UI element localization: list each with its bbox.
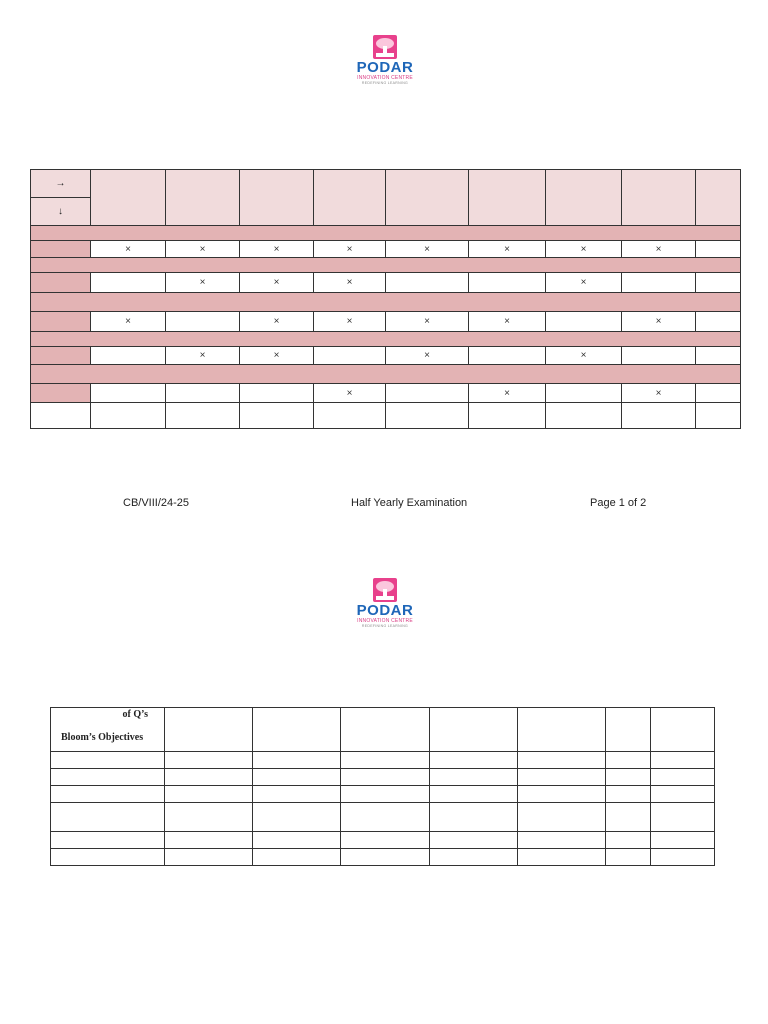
total-row [31,403,741,429]
down-arrow-icon: ↓ [31,198,91,226]
section-band [31,226,741,241]
cross-mark: × [166,241,240,258]
logo-brand: PODAR [356,602,414,619]
header-cell [469,170,546,226]
empty-cell [622,273,696,293]
cross-mark: × [546,347,622,365]
blooms-objectives-header: Bloom’s Objectives [61,732,144,743]
cross-mark: × [240,312,314,332]
header-cell [622,170,696,226]
cross-mark: × [314,384,386,403]
logo-brand: PODAR [356,59,414,76]
table-row [51,803,715,832]
cross-mark: × [622,312,696,332]
empty-cell [166,312,240,332]
cross-mark: × [546,241,622,258]
cross-mark: × [469,312,546,332]
school-logo [345,35,425,86]
empty-cell [91,273,166,293]
empty-cell [696,312,741,332]
header-cell [166,170,240,226]
section-band [31,332,741,347]
page-number: Page 1 of 2 [590,497,647,509]
tree-icon [373,35,397,59]
cross-mark: × [91,312,166,332]
cross-mark: × [166,347,240,365]
empty-cell [469,347,546,365]
table-row [31,241,741,258]
empty-cell [91,347,166,365]
cross-mark: × [240,347,314,365]
empty-cell [622,347,696,365]
cross-mark: × [314,273,386,293]
empty-cell [91,384,166,403]
exam-name: Half Yearly Examination [351,497,468,509]
table-row [31,273,741,293]
empty-cell [240,384,314,403]
cross-mark: × [240,241,314,258]
section-band [31,365,741,384]
empty-cell [696,384,741,403]
empty-cell [314,347,386,365]
empty-cell [469,273,546,293]
right-arrow-icon: → [31,170,91,198]
school-logo [345,578,425,629]
table-row [31,347,741,365]
table-row [31,384,741,403]
cross-mark: × [622,241,696,258]
cross-mark: × [469,384,546,403]
empty-cell [696,347,741,365]
empty-cell [696,241,741,258]
empty-cell [386,384,469,403]
tree-icon [373,578,397,602]
section-band [31,293,741,312]
cross-mark: × [314,312,386,332]
cross-mark: × [469,241,546,258]
logo-tagline: REDEFINING LEARNING [361,81,409,85]
table-row [51,832,715,849]
marks-table [30,169,741,429]
header-cell [91,170,166,226]
empty-cell [546,312,622,332]
header-row [51,708,715,752]
table-row [51,769,715,786]
cross-mark: × [314,241,386,258]
cross-mark: × [386,241,469,258]
empty-cell [386,273,469,293]
table-row [51,849,715,866]
cross-mark: × [91,241,166,258]
cross-mark: × [622,384,696,403]
paper-code: CB/VIII/24-25 [123,497,190,509]
header-cell [240,170,314,226]
logo-tagline: REDEFINING LEARNING [361,624,409,628]
cross-mark: × [546,273,622,293]
cross-mark: × [386,347,469,365]
table-row [51,786,715,803]
cross-mark: × [240,273,314,293]
header-cell [696,170,741,226]
empty-cell [546,384,622,403]
table-row [31,312,741,332]
questions-header: of Q’s [122,709,148,720]
table-row [51,752,715,769]
header-cell [386,170,469,226]
section-band [31,258,741,273]
empty-cell [166,384,240,403]
header-cell [314,170,386,226]
cross-mark: × [386,312,469,332]
header-row [31,170,741,198]
blooms-table [50,707,715,866]
logo-subtitle: INNOVATION CENTRE [357,75,413,81]
empty-cell [696,273,741,293]
cross-mark: × [166,273,240,293]
logo-subtitle: INNOVATION CENTRE [357,618,413,624]
header-cell [546,170,622,226]
